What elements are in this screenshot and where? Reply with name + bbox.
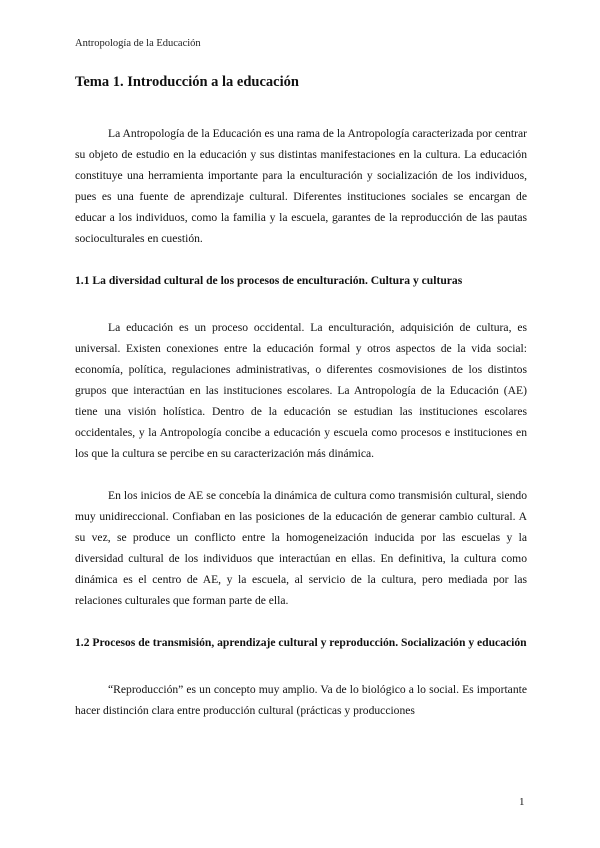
running-header: Antropología de la Educación [75, 38, 201, 49]
section-1-2-heading: 1.2 Procesos de transmisión, aprendizaje cultural y reproducción. Socialización y educación [75, 636, 527, 649]
section-1-1-paragraph: En los inicios de AE se concebía la dinámica de cultura como transmisión cultural, siendo muy unidireccional. Confiaban en las posiciones de la educación de generar cambio cultural. A su vez, se produce un conflicto entre la homogeneización inducida por las escuelas y la diversidad cultural de los individuos que interactúan en ellas. En definitiva, la cultura como dinámica es el centro de AE, y la escuela, al servicio de la cultura, pero mediada por las relaciones culturales que forman parte de ella. [75, 489, 527, 607]
intro-paragraph: La Antropología de la Educación es una rama de la Antropología caracterizada por centrar su objeto de estudio en la educación y sus distintas manifestaciones en la cultura. La educación constituye una herramienta importante para la enculturación y socialización de los individuos, pues es una fuente de aprendizaje cultural. Diferentes instituciones sociales se encargan de educar a los individuos, como la familia y la escuela, garantes de la reproducción de las pautas socioculturales en cuestión. [75, 127, 527, 245]
section-1-1-heading: 1.1 La diversidad cultural de los procesos de enculturación. Cultura y culturas [75, 274, 463, 287]
page-number: 1 [519, 796, 525, 808]
chapter-title: Tema 1. Introducción a la educación [75, 74, 299, 90]
section-1-2-paragraph: “Reproducción” es un concepto muy amplio. Va de lo biológico a lo social. Es importante hacer distinción clara entre producción cultural (prácticas y producciones [75, 683, 527, 717]
section-1-1-paragraph: La educación es un proceso occidental. La enculturación, adquisición de cultura, es universal. Existen conexiones entre la educación formal y otros aspectos de la vida social: economía, política, regulaciones administrativas, o diferentes cosmovisiones de los distintos grupos que interactúan en las instituciones escolares. La Antropología de la Educación (AE) tiene una visión holística. Dentro de la educación se estudian las instituciones escolares occidentales, y la Antropología concibe a educación y escuela como procesos e instituciones en los que la cultura se percibe en su caracterización más dinámica. [75, 321, 527, 460]
page-content [75, 74, 527, 742]
